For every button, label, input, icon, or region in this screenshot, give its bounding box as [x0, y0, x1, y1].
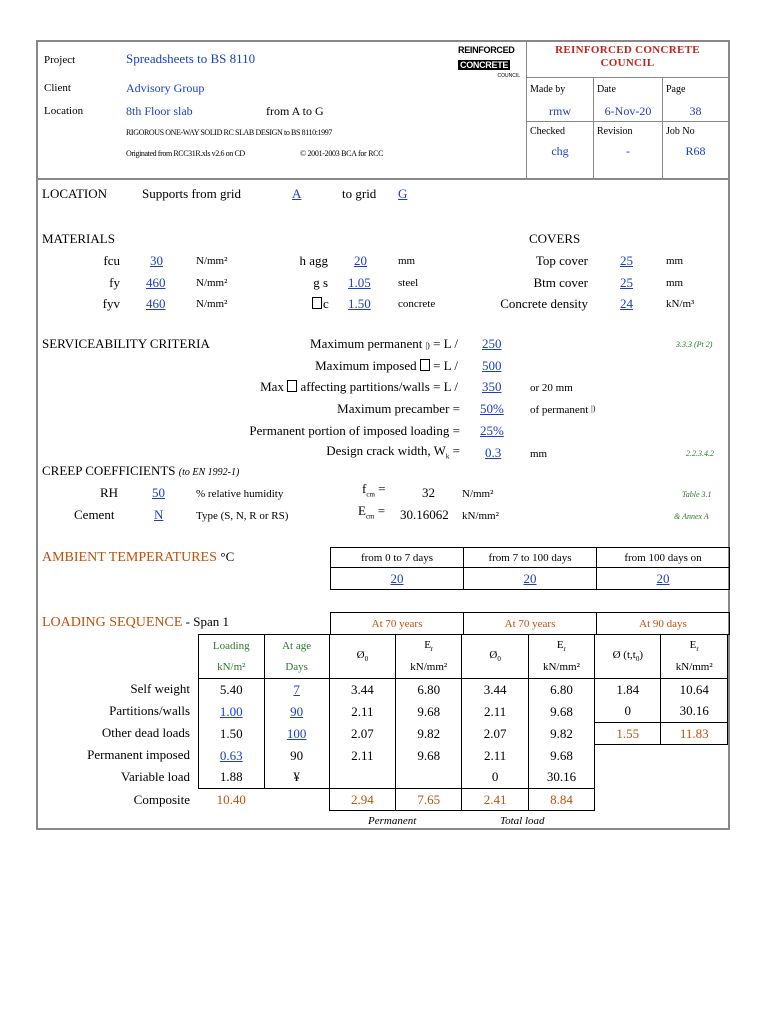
project-value[interactable]: Spreadsheets to BS 8110: [126, 51, 256, 66]
council-title: REINFORCED CONCRETE COUNCIL: [555, 44, 700, 69]
fy-unit: N/mm²: [196, 277, 228, 289]
calc-sheet: [36, 40, 730, 830]
portion-value[interactable]: 25%: [480, 423, 504, 438]
row-label-composite: Composite: [133, 792, 190, 807]
col-age: At age: [264, 635, 329, 657]
top-cover-label: Top cover: [535, 253, 588, 268]
ref-table31: Table 3.1: [682, 490, 712, 499]
fcm-unit: N/mm²: [462, 488, 494, 500]
col-age-unit: Days: [264, 657, 329, 679]
ambient-value-3[interactable]: 20: [597, 568, 730, 590]
fcm-label: $f_{cm}$ =: [362, 481, 386, 499]
date-value[interactable]: 6-Nov-20: [604, 104, 652, 118]
row-label-perm-imposed: Permanent imposed: [87, 747, 190, 762]
partitions-note: or 20 mm: [530, 382, 573, 394]
crack-value[interactable]: 0.3: [485, 445, 502, 460]
rh-value[interactable]: 50: [152, 485, 165, 500]
density-label: Concrete density: [500, 296, 588, 311]
fcm-value: 32: [422, 485, 435, 500]
job-no-label: Job No: [666, 126, 695, 137]
ambient-value-1[interactable]: 20: [331, 568, 464, 590]
imposed-defl-value[interactable]: 500: [482, 358, 502, 373]
density-value[interactable]: 24: [620, 296, 633, 311]
page-label: Page: [666, 84, 686, 95]
ambient-table: [330, 547, 730, 590]
ecm-value: 30.16062: [400, 507, 449, 522]
fy-label: fy: [109, 275, 120, 290]
col-loading-unit: kN/m²: [199, 657, 265, 679]
cement-value[interactable]: N: [154, 507, 164, 522]
table-row: 1.00 90 2.11 9.68 2.11 9.68 0 30.16: [199, 701, 728, 723]
composite-row: 10.40 2.94 7.65 2.41 8.84: [199, 789, 728, 811]
footnote-total-load: Total load: [500, 815, 545, 827]
col-loading: Loading: [199, 635, 265, 657]
loading-group-headers: [330, 612, 730, 635]
creep-heading: CREEP COEFFICIENTS (to EN 1992-1): [42, 463, 240, 478]
fyv-label: fyv: [102, 296, 120, 311]
table-row: 1.50 100 2.07 9.82 2.07 9.82 1.55 11.83: [199, 723, 728, 745]
row-label-other-dead: Other dead loads: [101, 725, 190, 740]
table-row: 0.63 90 2.11 9.68 2.11 9.68: [199, 745, 728, 767]
ambient-value-2[interactable]: 20: [464, 568, 597, 590]
checked-label: Checked: [530, 126, 565, 137]
revision-value[interactable]: -: [626, 144, 630, 158]
perm-defl-value[interactable]: 250: [482, 336, 502, 351]
imposed-defl-label: Maximum imposed = L /: [315, 358, 458, 373]
gs-unit: steel: [398, 277, 419, 289]
supports-label: Supports from grid: [142, 186, 241, 201]
client-label: Client: [44, 82, 71, 94]
hagg-unit: mm: [398, 255, 416, 267]
made-by-value[interactable]: rmw: [549, 104, 571, 118]
partitions-defl-label: Max affecting partitions/walls = L /: [260, 379, 458, 394]
header-grid-row1: [526, 77, 728, 78]
col-er-1: $E_r$: [395, 635, 461, 657]
loading-heading: LOADING SEQUENCE - Span 1: [42, 614, 229, 630]
row-label-variable: Variable load: [121, 769, 190, 784]
checked-value[interactable]: chg: [551, 144, 569, 158]
materials-heading: MATERIALS: [42, 231, 115, 246]
copyright-line: © 2001-2003 BCA for RCC: [300, 149, 384, 158]
col-phi-1: $Ø_0$: [329, 635, 395, 679]
col-phi-2: $Ø_0$: [462, 635, 528, 679]
portion-label: Permanent portion of imposed loading =: [249, 423, 460, 438]
location-label: Location: [44, 105, 84, 117]
to-grid-label: to grid: [342, 186, 377, 201]
table-row: 5.40 7 3.44 6.80 3.44 6.80 1.84 10.64: [199, 679, 728, 701]
missing-glyph-icon: [420, 359, 430, 371]
location-heading: LOCATION: [42, 186, 107, 201]
gc-value[interactable]: 1.50: [348, 296, 371, 311]
top-cover-value[interactable]: 25: [620, 253, 633, 268]
perm-defl-label: Maximum permanent |) = L /: [310, 336, 458, 351]
hagg-value[interactable]: 20: [354, 253, 367, 268]
footnote-permanent: Permanent: [368, 815, 417, 827]
hagg-label: h agg: [299, 253, 328, 268]
fcu-unit: N/mm²: [196, 255, 228, 267]
gc-label: c: [312, 296, 329, 312]
ref-2234: 2.2.3.4.2: [686, 449, 714, 458]
col-er-3: $E_r$: [661, 635, 728, 657]
group-header-2: At 70 years: [464, 613, 597, 635]
row-label-partitions: Partitions/walls: [109, 703, 190, 718]
rcc-logo: REINFORCED CONCRETE COUNCIL: [458, 45, 520, 79]
gs-value[interactable]: 1.05: [348, 275, 371, 290]
col-er-2: $E_r$: [528, 635, 594, 657]
group-header-1: At 70 years: [331, 613, 464, 635]
density-unit: kN/m³: [666, 298, 695, 310]
crack-unit: mm: [530, 448, 548, 460]
col-er-unit-2: kN/mm²: [528, 657, 594, 679]
cement-label: Cement: [74, 507, 115, 522]
btm-cover-unit: mm: [666, 277, 684, 289]
fcu-value[interactable]: 30: [150, 253, 163, 268]
precamber-label: Maximum precamber =: [337, 401, 460, 416]
btm-cover-value[interactable]: 25: [620, 275, 633, 290]
header-divider: [38, 178, 728, 180]
missing-glyph-icon: [287, 380, 297, 392]
location-value[interactable]: 8th Floor slab: [126, 104, 193, 118]
ref-annex-a: & Annex A: [674, 512, 709, 521]
col-er-unit-3: kN/mm²: [661, 657, 728, 679]
ecm-label: $E_{cm}$ =: [358, 503, 386, 521]
precamber-note: of permanent |): [530, 404, 596, 416]
made-by-label: Made by: [530, 84, 566, 95]
precamber-value[interactable]: 50%: [480, 401, 504, 416]
col-er-unit-1: kN/mm²: [395, 657, 461, 679]
client-value[interactable]: Advisory Group: [126, 81, 205, 95]
serviceability-heading: SERVICEABILITY CRITERIA: [42, 336, 210, 351]
row-label-self-weight: Self weight: [130, 681, 190, 696]
fcu-label: fcu: [103, 253, 120, 268]
covers-heading: COVERS: [529, 231, 581, 246]
page-value[interactable]: 38: [689, 104, 702, 118]
ecm-unit: kN/mm²: [462, 510, 499, 522]
ambient-heading: AMBIENT TEMPERATURES °C: [42, 549, 235, 565]
ambient-header-2: from 7 to 100 days: [464, 548, 597, 568]
partitions-defl-value[interactable]: 350: [482, 379, 502, 394]
fyv-unit: N/mm²: [196, 298, 228, 310]
loading-table: [198, 634, 728, 811]
missing-glyph-icon: [312, 297, 322, 309]
rh-label: RH: [100, 485, 119, 500]
ambient-header-3: from 100 days on: [597, 548, 730, 568]
project-label: Project: [44, 54, 76, 66]
gc-unit: concrete: [398, 298, 436, 310]
cement-note: Type (S, N, R or RS): [196, 510, 289, 522]
location-range: from A to G: [266, 104, 324, 118]
date-label: Date: [597, 84, 616, 95]
group-header-3: At 90 days: [597, 613, 730, 635]
origin-line: Originated from RCC31R.xls v2.6 on CD: [126, 149, 245, 158]
design-title: RIGOROUS ONE-WAY SOLID RC SLAB DESIGN to BS 8110:1997: [126, 128, 332, 137]
top-cover-unit: mm: [666, 255, 684, 267]
rh-note: % relative humidity: [196, 488, 284, 500]
from-grid-value[interactable]: A: [292, 186, 302, 201]
crack-label: Design crack width, $W_k$ =: [326, 443, 460, 461]
fy-value[interactable]: 460: [146, 275, 166, 290]
job-no-value[interactable]: R68: [685, 144, 706, 158]
ambient-header-1: from 0 to 7 days: [331, 548, 464, 568]
table-row: 1.88 ¥ 0 30.16: [199, 767, 728, 789]
col-phi-3: Ø $(t,t_0)$: [595, 635, 661, 679]
gs-label: g s: [313, 275, 328, 290]
revision-label: Revision: [597, 126, 633, 137]
to-grid-value[interactable]: G: [398, 186, 408, 201]
fyv-value[interactable]: 460: [146, 296, 166, 311]
btm-cover-label: Btm cover: [533, 275, 588, 290]
ref-333: 3.3.3 (Pt 2): [676, 340, 713, 349]
